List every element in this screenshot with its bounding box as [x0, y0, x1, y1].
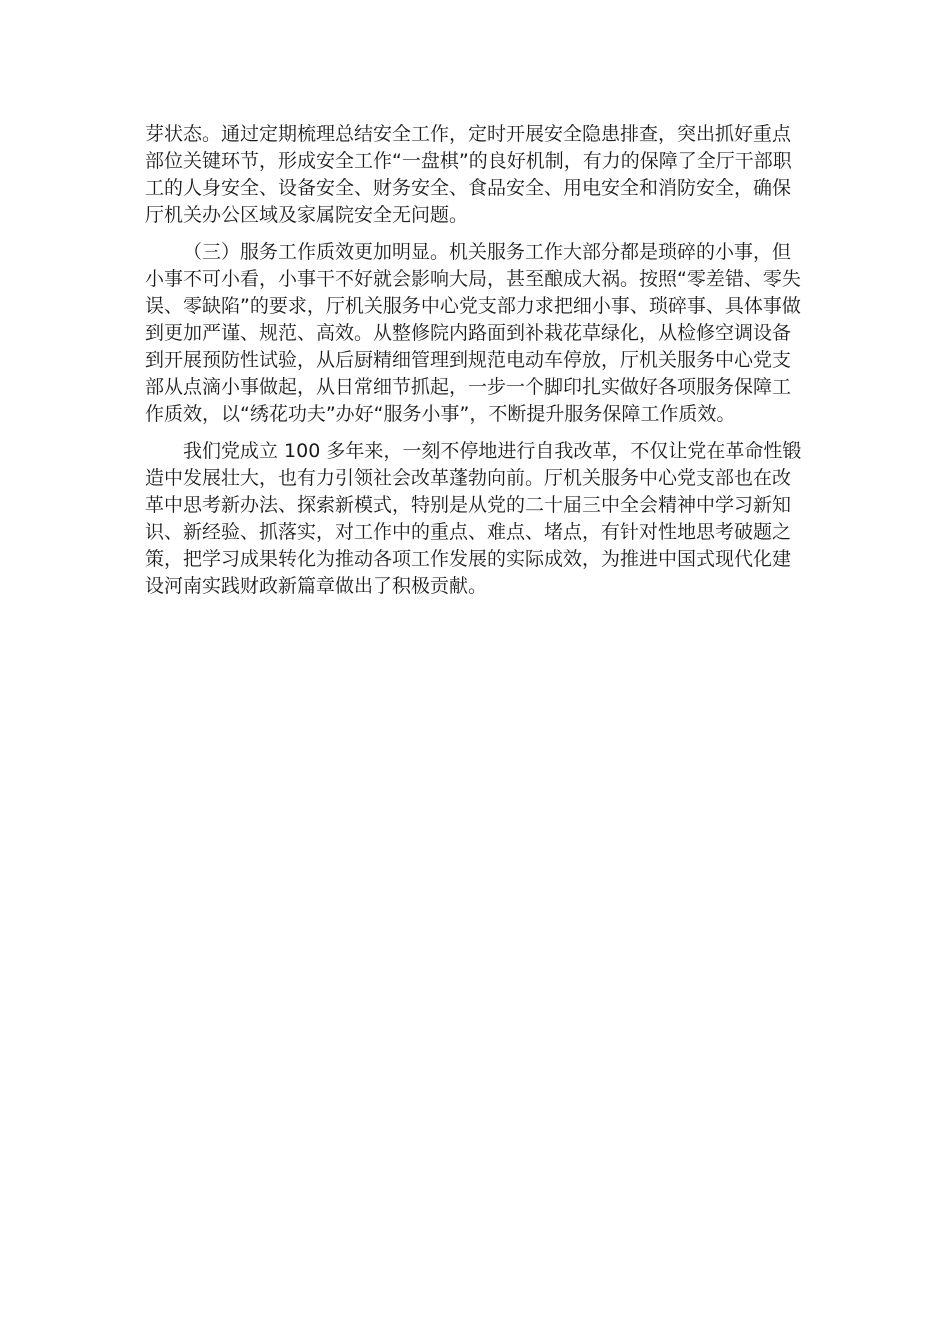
text-line: 我们党成立 100 多年来，一刻不停地进行自我改革，不仅让党在革命性锻 — [183, 440, 802, 462]
text-line: 到更加严谨、规范、高效。从整修院内路面到补栽花草绿化，从检修空调设备 — [145, 322, 792, 344]
document-body — [145, 121, 807, 610]
text-line: 部位关键环节，形成安全工作“一盘棋”的良好机制，有力的保障了全厅干部职 — [145, 150, 792, 172]
paragraph-conclusion — [145, 438, 807, 600]
text-line: 误、零缺陷”的要求，厅机关服务中心党支部力求把细小事、琐碎事、具体事做 — [145, 295, 801, 317]
text-line: 革中思考新办法、探索新模式，特别是从党的二十届三中全会精神中学习新知 — [145, 494, 792, 516]
text-line: 作质效，以“绣花功夫”办好“服务小事”，不断提升服务保障工作质效。 — [145, 403, 736, 425]
text-line: 策，把学习成果转化为推动各项工作发展的实际成效，为推进中国式现代化建 — [145, 548, 792, 570]
paragraph-safety-continued — [145, 121, 807, 229]
text-line: 造中发展壮大，也有力引领社会改革蓬勃向前。厅机关服务中心党支部也在改 — [145, 467, 792, 489]
text-line: 小事不可小看，小事干不好就会影响大局，甚至酿成大祸。按照“零差错、零失 — [145, 268, 801, 290]
text-line: 部从点滴小事做起，从日常细节抓起，一步一个脚印扎实做好各项服务保障工 — [145, 376, 792, 398]
text-line: 芽状态。通过定期梳理总结安全工作，定时开展安全隐患排查，突出抓好重点 — [145, 123, 792, 145]
text-line: （三）服务工作质效更加明显。机关服务工作大部分都是琐碎的小事，但 — [183, 241, 792, 263]
text-line: 厅机关办公区域及家属院安全无问题。 — [145, 204, 469, 226]
paragraph-service-quality — [145, 239, 807, 428]
text-line: 到开展预防性试验，从后厨精细管理到规范电动车停放，厅机关服务中心党支 — [145, 349, 792, 371]
text-line: 设河南实践财政新篇章做出了积极贡献。 — [145, 575, 488, 597]
text-line: 识、新经验、抓落实，对工作中的重点、难点、堵点，有针对性地思考破题之 — [145, 521, 792, 543]
text-line: 工的人身安全、设备安全、财务安全、食品安全、用电安全和消防安全，确保 — [145, 177, 792, 199]
